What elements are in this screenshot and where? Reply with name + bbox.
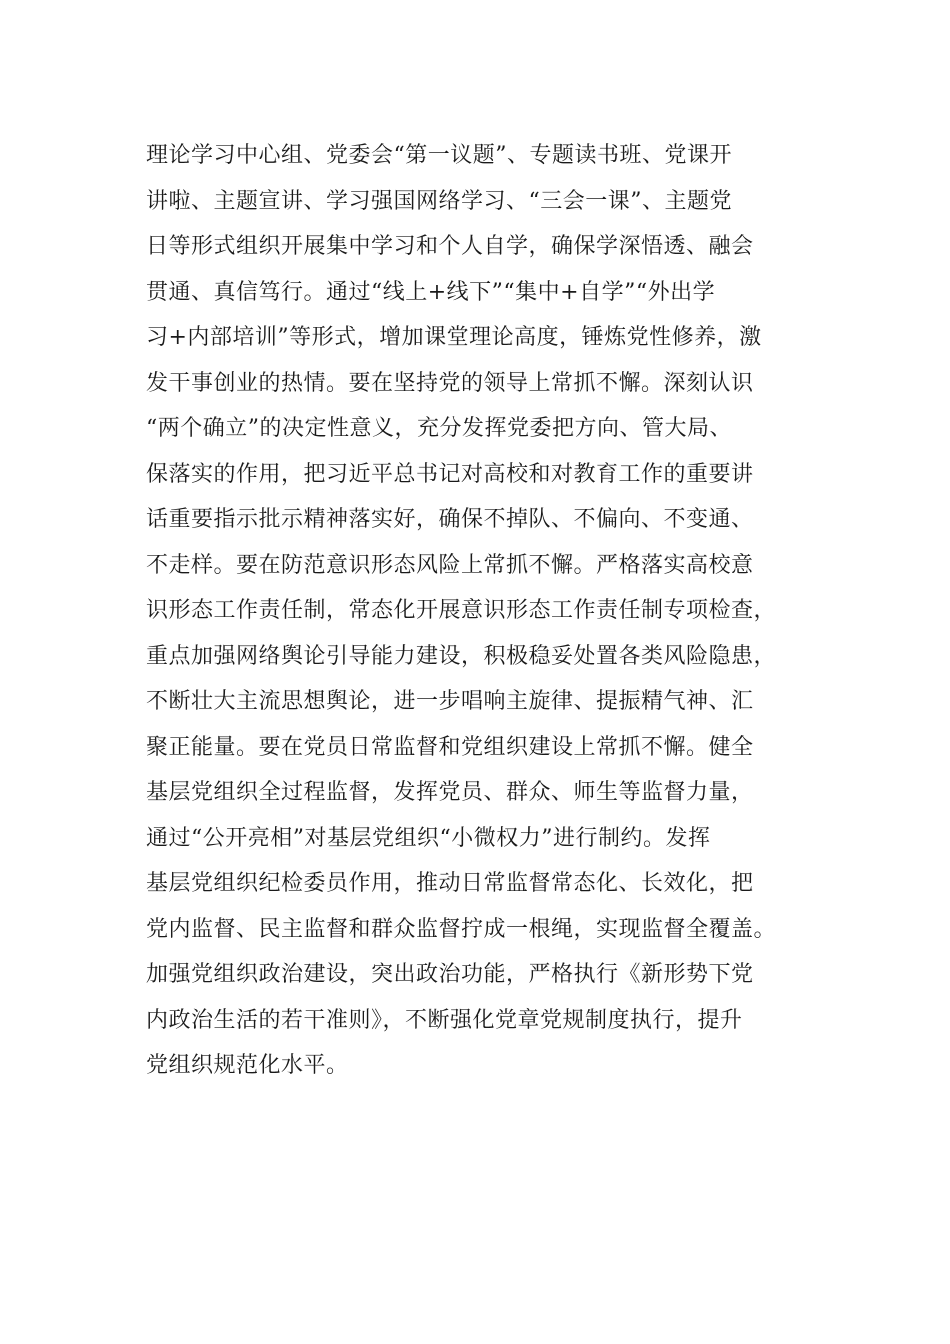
text-line: 贯通、真信笃行。通过“线上+线下”“集中+自学”“外出学 [146, 279, 716, 305]
text-line: 内政治生活的若干准则》，不断强化党章党规制度执行，提升 [146, 1007, 743, 1033]
text-line: 重点加强网络舆论引导能力建设，积极稳妥处置各类风险隐患， [146, 643, 777, 669]
text-line: 不走样。要在防范意识形态风险上常抓不懈。严格落实高校意 [146, 552, 754, 578]
text-line: 党组织规范化水平。 [146, 1053, 349, 1078]
text-line: 习+内部培训”等形式，增加课堂理论高度，锤炼党性修养，激 [146, 325, 762, 350]
text-line: “两个确立”的决定性意义，充分发挥党委把方向、管大局、 [146, 416, 732, 441]
text-line: 理论学习中心组、党委会“第一议题”、专题读书班、党课开 [146, 143, 732, 168]
text-line: 讲啦、主题宣讲、学习强国网络学习、“三会一课”、主题党 [146, 188, 732, 214]
text-line: 党内监督、民主监督和群众监督拧成一根绳，实现监督全覆盖。 [146, 916, 777, 942]
text-line: 日等形式组织开展集中学习和个人自学，确保学深悟透、融会 [146, 234, 754, 259]
text-line: 通过“公开亮相”对基层党组织“小微权力”进行制约。发挥 [146, 825, 711, 851]
text-line: 基层党组织纪检委员作用，推动日常监督常态化、长效化，把 [146, 871, 754, 896]
text-line: 保落实的作用，把习近平总书记对高校和对教育工作的重要讲 [146, 461, 754, 487]
text-line: 基层党组织全过程监督，发挥党员、群众、师生等监督力量， [146, 780, 754, 805]
text-line: 不断壮大主流思想舆论，进一步唱响主旋律、提振精气神、汇 [146, 689, 754, 714]
text-line: 话重要指示批示精神落实好，确保不掉队、不偏向、不变通、 [146, 507, 754, 532]
text-line: 发干事创业的热情。要在坚持党的领导上常抓不懈。深刻认识 [146, 370, 754, 396]
text-line: 加强党组织政治建设，突出政治功能，严格执行《新形势下党 [146, 962, 754, 987]
text-line: 识形态工作责任制，常态化开展意识形态工作责任制专项检查， [146, 598, 777, 623]
body-text [146, 133, 816, 1089]
text-line: 聚正能量。要在党员日常监督和党组织建设上常抓不懈。健全 [146, 734, 754, 760]
